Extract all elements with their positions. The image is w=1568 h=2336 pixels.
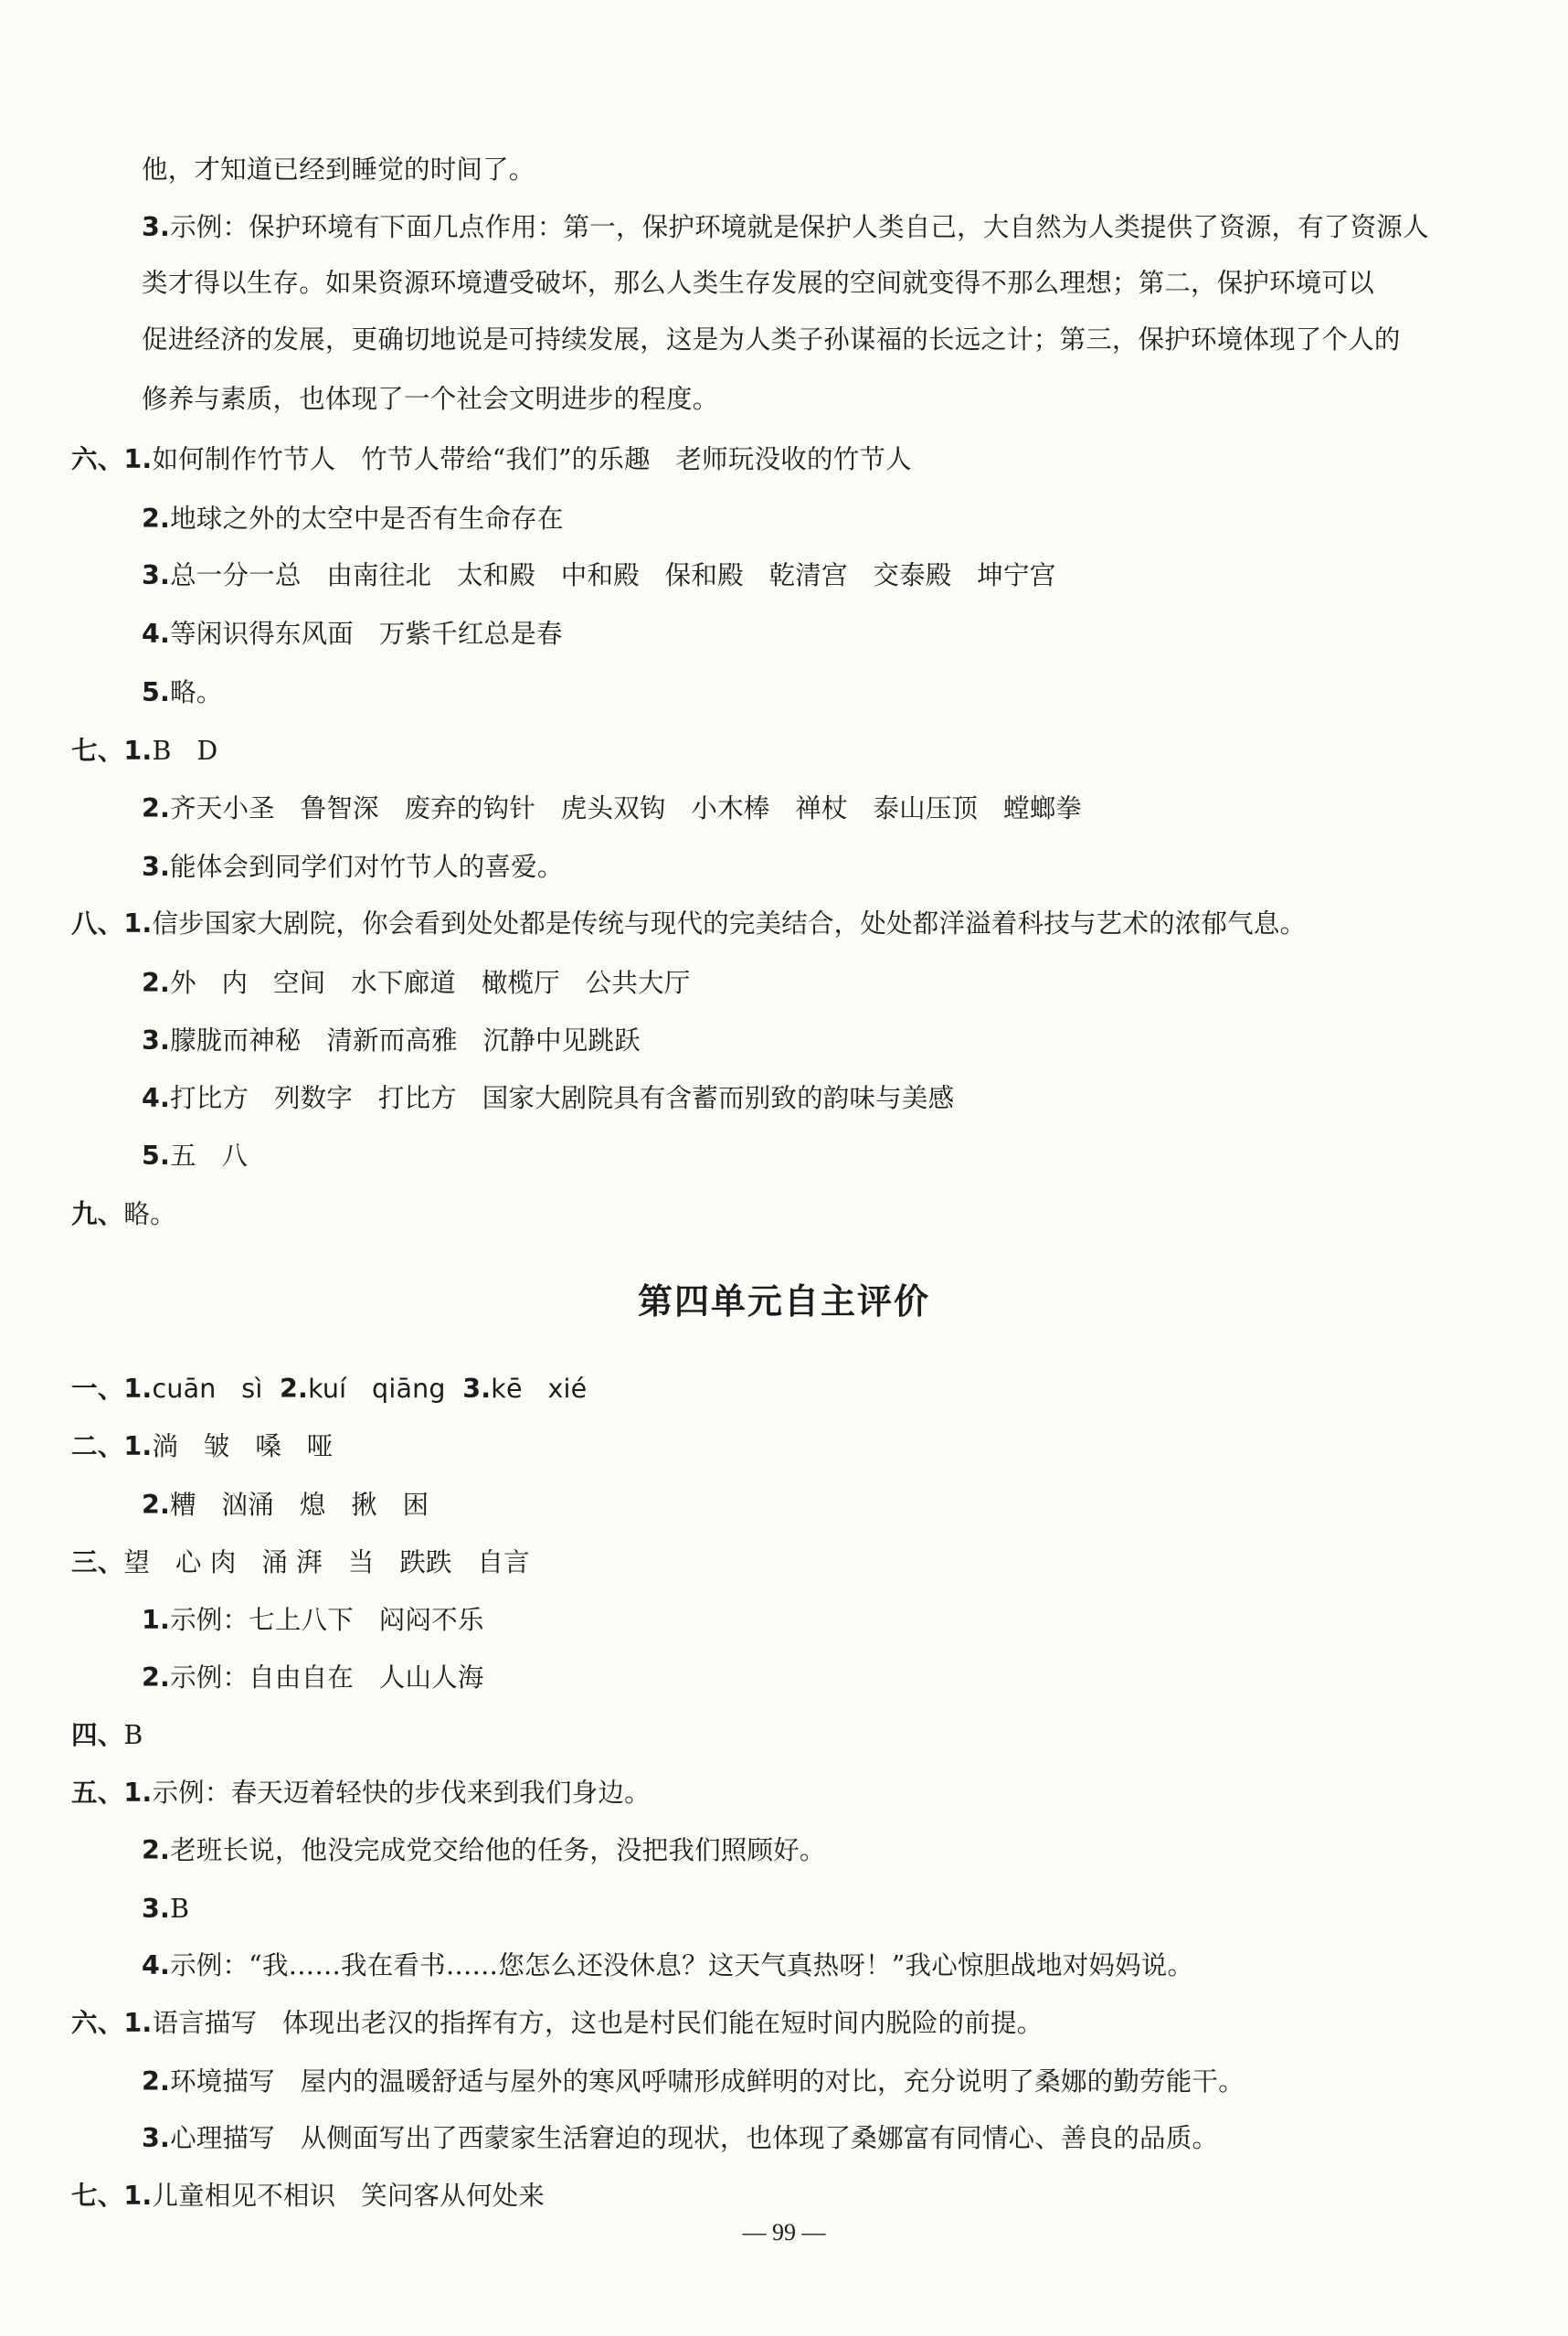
answer-line: 3.心理描写 从侧面写出了西蒙家生活窘迫的现状，也体现了桑娜富有同情心、善良的品质。 xyxy=(142,2123,1219,2153)
answer-line: 3.能体会到同学们对竹节人的喜爱。 xyxy=(142,852,564,882)
answer-line: 4.等闲识得东风面 万紫千红总是春 xyxy=(142,619,563,649)
answer-line: 修养与素质，也体现了一个社会文明进步的程度。 xyxy=(142,384,719,414)
answer-line: 2.外 内 空间 水下廊道 橄榄厅 公共大厅 xyxy=(142,968,691,998)
answer-line: 他，才知道已经到睡觉的时间了。 xyxy=(142,154,535,185)
answer-line: 2.糟 汹涌 熄 揪 困 xyxy=(142,1490,429,1520)
answer-line: 促进经济的发展，更确切地说是可持续发展，这是为人类子孙谋福的长远之计；第三，保护环境体现了个人的 xyxy=(142,324,1401,355)
answer-line: 六、1.语言描写 体现出老汉的指挥有方，这也是村民们能在短时间内脱险的前提。 xyxy=(71,2008,1044,2038)
answer-line: 五、1.示例：春天迈着轻快的步伐来到我们身边。 xyxy=(71,1778,651,1808)
answer-line: 类才得以生存。如果资源环境遭受破坏，那么人类生存发展的空间就变得不那么理想；第二，保护环境可以 xyxy=(142,268,1374,298)
answer-line: 2.示例：自由自在 人山人海 xyxy=(142,1662,484,1693)
answer-line: 3.总一分一总 由南往北 太和殿 中和殿 保和殿 乾清宫 交泰殿 坤宁宫 xyxy=(142,560,1056,590)
answer-line: 2.老班长说，他没完成党交给他的任务，没把我们照顾好。 xyxy=(142,1835,826,1865)
answer-line: 六、1.如何制作竹节人 竹节人带给“我们”的乐趣 老师玩没收的竹节人 xyxy=(71,444,912,474)
answer-line: 2.齐天小圣 鲁智深 废弃的钩针 虎头双钩 小木棒 禅杖 泰山压顶 螳螂拳 xyxy=(142,793,1083,823)
answer-line: 2.地球之外的太空中是否有生命存在 xyxy=(142,504,564,534)
page-number: — 99 — xyxy=(742,2219,826,2246)
answer-line: 九、略。 xyxy=(71,1199,176,1229)
answer-line: 3.示例：保护环境有下面几点作用：第一，保护环境就是保护人类自己，大自然为人类提供了资源，有了资源人 xyxy=(142,212,1429,242)
answer-line: 4.示例：“我……我在看书……您怎么还没休息？这天气真热呀！”我心惊胆战地对妈妈说。 xyxy=(142,1950,1194,1980)
answer-line: 3.B xyxy=(142,1894,190,1924)
answer-line: 八、1.信步国家大剧院，你会看到处处都是传统与现代的完美结合，处处都洋溢着科技与艺术的浓郁气息。 xyxy=(71,908,1307,939)
answer-line: 5.五 八 xyxy=(142,1141,249,1171)
answer-line: 4.打比方 列数字 打比方 国家大剧院具有含蓄而别致的韵味与美感 xyxy=(142,1083,955,1113)
section-title: 第四单元自主评价 xyxy=(637,1281,930,1322)
answer-line: 一、1.cuān sì 2.kuí qiāng 3.kē xié xyxy=(71,1374,588,1404)
answer-line: 三、望 心 肉 涌 湃 当 跌跌 自言 xyxy=(71,1547,530,1577)
answer-line: 1.示例：七上八下 闷闷不乐 xyxy=(142,1605,484,1635)
answer-line: 二、1.淌 皱 嗓 哑 xyxy=(71,1431,334,1461)
answer-line: 七、1.B D xyxy=(71,736,218,766)
answer-line: 3.朦胧而神秘 清新而高雅 沉静中见跳跃 xyxy=(142,1025,641,1056)
answer-line: 四、B xyxy=(71,1720,143,1750)
answer-line: 七、1.儿童相见不相识 笑问客从何处来 xyxy=(71,2181,546,2211)
answer-line: 5.略。 xyxy=(142,677,223,707)
answer-line: 2.环境描写 屋内的温暖舒适与屋外的寒风呼啸形成鲜明的对比，充分说明了桑娜的勤劳能干。 xyxy=(142,2066,1245,2097)
